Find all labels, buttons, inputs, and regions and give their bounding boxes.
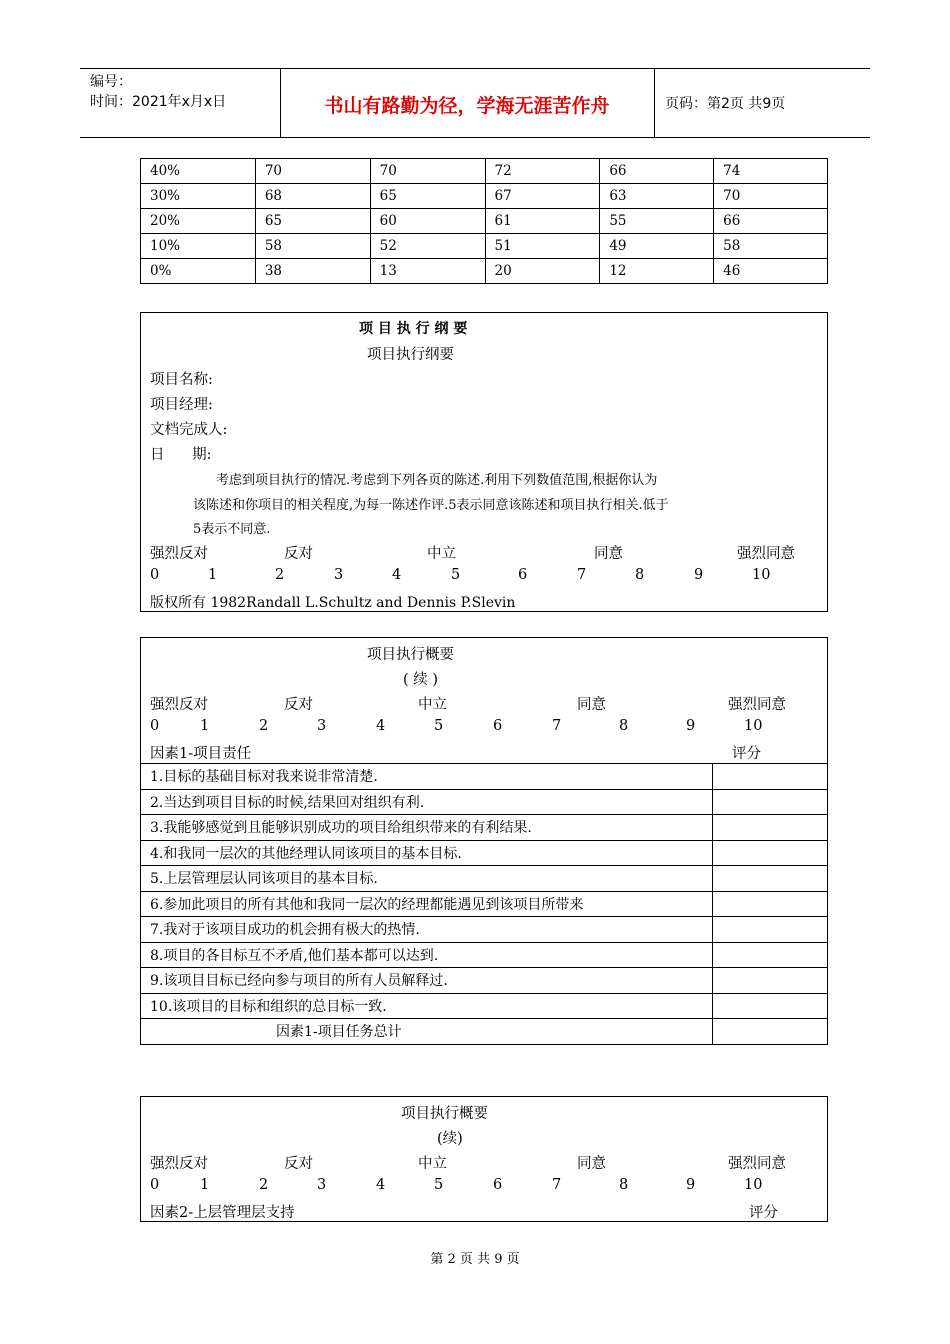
score-cell: 13: [370, 259, 485, 284]
scale-number: 6: [518, 567, 528, 583]
scale-number: 8: [619, 718, 629, 734]
summary1-items-table: [140, 763, 828, 1045]
scale-number: 10: [744, 1177, 763, 1193]
scale-number: 2: [259, 718, 269, 734]
score-cell: 72: [485, 159, 600, 184]
scale-number: 1: [208, 567, 218, 583]
table-row: [141, 234, 828, 259]
scale-word: 反对: [284, 546, 313, 562]
scale-word: 强烈反对: [150, 1156, 208, 1172]
scale-number: 1: [200, 718, 210, 734]
statement-row: [141, 942, 828, 968]
scale-number: 0: [150, 567, 160, 583]
summary2-score-label: 评分: [749, 1205, 778, 1221]
scale-word: 同意: [577, 697, 606, 713]
scale-word: 强烈同意: [737, 546, 795, 562]
scale-number: 6: [493, 1177, 503, 1193]
scale-word: 反对: [284, 697, 313, 713]
scale-number: 10: [744, 718, 763, 734]
summary1-title: 项目执行概要: [367, 647, 454, 663]
instruction-line-3: 5表示不同意.: [193, 522, 271, 537]
scale-number: 7: [577, 567, 587, 583]
summary2-cont: (续): [437, 1131, 463, 1147]
field-project-manager: 项目经理:: [150, 397, 213, 413]
statement-text: 3.我能够感觉到且能够识别成功的项目给组织带来的有利结果.: [141, 815, 713, 841]
score-cell: 51: [485, 234, 600, 259]
score-cell: 66: [600, 159, 714, 184]
instruction-line-1: 考虑到项目执行的情况.考虑到下列各页的陈述.利用下列数值范围,根据你认为: [216, 473, 658, 488]
summary1-factor: 因素1-项目责任: [150, 746, 252, 762]
scale-number: 3: [317, 1177, 327, 1193]
page-footer: 第 2 页 共 9 页: [430, 1252, 520, 1267]
score-input-cell[interactable]: [713, 917, 828, 943]
statement-row: [141, 917, 828, 943]
statement-text: 1.目标的基础目标对我来说非常清楚.: [141, 764, 713, 790]
scale-number: 10: [752, 567, 771, 583]
statement-row: [141, 815, 828, 841]
scale-number: 5: [451, 567, 461, 583]
score-cell: 49: [600, 234, 714, 259]
header-page: [654, 69, 871, 137]
scale-number: 9: [694, 567, 704, 583]
total-score-cell[interactable]: [713, 1019, 828, 1045]
score-input-cell[interactable]: [713, 789, 828, 815]
score-cell: 65: [255, 209, 370, 234]
scale-number: 9: [686, 718, 696, 734]
total-label: 因素1-项目任务总计: [141, 1019, 713, 1045]
score-cell: 60: [370, 209, 485, 234]
field-date: 日 期:: [150, 447, 212, 463]
table-row: [141, 159, 828, 184]
statement-row: [141, 866, 828, 892]
table-row: [141, 209, 828, 234]
summary1-cont: ( 续 ): [403, 672, 439, 688]
scale-number: 5: [434, 1177, 444, 1193]
scale-number: 4: [376, 718, 386, 734]
score-cell: 61: [485, 209, 600, 234]
scale-word: 强烈反对: [150, 546, 208, 562]
scale-number: 8: [635, 567, 645, 583]
copyright: 版权所有 1982Randall L.Schultz and Dennis P.Slevin: [150, 595, 516, 611]
header-page-label: 页码：第2页 共9页: [665, 96, 786, 112]
score-cell: 74: [714, 159, 828, 184]
statement-row: [141, 968, 828, 994]
statement-text: 7.我对于该项目成功的机会拥有极大的热情.: [141, 917, 713, 943]
scale-word: 同意: [594, 546, 623, 562]
statement-row: [141, 840, 828, 866]
scale-number: 4: [376, 1177, 386, 1193]
scale-number: 4: [392, 567, 402, 583]
doc-time-label: 时间：2021年x月x日: [90, 94, 227, 110]
score-input-cell[interactable]: [713, 968, 828, 994]
scale-word: 强烈同意: [728, 697, 786, 713]
score-cell: 52: [370, 234, 485, 259]
outline-box: [140, 312, 828, 612]
score-input-cell[interactable]: [713, 891, 828, 917]
score-cell: 70: [370, 159, 485, 184]
scale-number: 9: [686, 1177, 696, 1193]
score-cell: 65: [370, 184, 485, 209]
summary2-header-box: [140, 1096, 828, 1222]
score-cell: 46: [714, 259, 828, 284]
score-input-cell[interactable]: [713, 764, 828, 790]
scale-number: 2: [275, 567, 285, 583]
statement-text: 6.参加此项目的所有其他和我同一层次的经理都能遇见到该项目所带来: [141, 891, 713, 917]
total-row: [141, 1019, 828, 1045]
scale-word: 反对: [284, 1156, 313, 1172]
score-input-cell[interactable]: [713, 815, 828, 841]
scale-number: 2: [259, 1177, 269, 1193]
score-table: [140, 158, 828, 284]
scale-number: 7: [552, 1177, 562, 1193]
scale-number: 8: [619, 1177, 629, 1193]
scale-number: 5: [434, 718, 444, 734]
score-input-cell[interactable]: [713, 993, 828, 1019]
scale-number: 3: [317, 718, 327, 734]
scale-number: 6: [493, 718, 503, 734]
score-cell: 67: [485, 184, 600, 209]
statement-row: [141, 789, 828, 815]
scale-number: 0: [150, 1177, 160, 1193]
scale-number: 3: [334, 567, 344, 583]
score-input-cell[interactable]: [713, 866, 828, 892]
statement-text: 5.上层管理层认同该项目的基本目标.: [141, 866, 713, 892]
field-project-name: 项目名称:: [150, 372, 213, 388]
score-cell: 70: [714, 184, 828, 209]
score-cell: 38: [255, 259, 370, 284]
doc-number-label: 编号：: [90, 74, 132, 90]
scale-number: 0: [150, 718, 160, 734]
percent-cell: 20%: [141, 209, 256, 234]
scale-word: 强烈同意: [728, 1156, 786, 1172]
scale-number: 7: [552, 718, 562, 734]
percent-cell: 40%: [141, 159, 256, 184]
statement-row: [141, 993, 828, 1019]
table-row: [141, 184, 828, 209]
score-cell: 20: [485, 259, 600, 284]
outline-title: 项目执行纲要: [367, 347, 454, 363]
score-cell: 58: [714, 234, 828, 259]
statement-text: 4.和我同一层次的其他经理认同该项目的基本目标.: [141, 840, 713, 866]
score-cell: 70: [255, 159, 370, 184]
instruction-line-2: 该陈述和你项目的相关程度,为每一陈述作评.5表示同意该陈述和项目执行相关.低于: [193, 498, 669, 513]
percent-cell: 0%: [141, 259, 256, 284]
score-cell: 63: [600, 184, 714, 209]
statement-row: [141, 891, 828, 917]
field-doc-author: 文档完成人:: [150, 422, 228, 438]
header-meta: [80, 69, 281, 137]
outline-title-bold: 项 目 执 行 纲 要: [359, 321, 468, 337]
score-input-cell[interactable]: [713, 840, 828, 866]
scale-word: 中立: [427, 546, 456, 562]
table-row: [141, 259, 828, 284]
summary2-factor: 因素2-上层管理层支持: [150, 1205, 295, 1221]
scale-word: 中立: [418, 1156, 447, 1172]
statement-text: 10.该项目的目标和组织的总目标一致.: [141, 993, 713, 1019]
scale-number: 1: [200, 1177, 210, 1193]
statement-text: 9.该项目目标已经向参与项目的所有人员解释过.: [141, 968, 713, 994]
statement-text: 2.当达到项目目标的时候,结果回对组织有利.: [141, 789, 713, 815]
scale-word: 同意: [577, 1156, 606, 1172]
page-header: [80, 68, 870, 138]
score-cell: 55: [600, 209, 714, 234]
percent-cell: 10%: [141, 234, 256, 259]
header-motto: 书山有路勤为径，学海无涯苦作舟: [324, 95, 610, 117]
statement-row: [141, 764, 828, 790]
statement-text: 8.项目的各目标互不矛盾,他们基本都可以达到.: [141, 942, 713, 968]
summary1-header-box: [140, 637, 828, 763]
scale-word: 强烈反对: [150, 697, 208, 713]
score-cell: 68: [255, 184, 370, 209]
scale-word: 中立: [418, 697, 447, 713]
score-cell: 58: [255, 234, 370, 259]
score-cell: 12: [600, 259, 714, 284]
score-input-cell[interactable]: [713, 942, 828, 968]
score-cell: 66: [714, 209, 828, 234]
summary2-title: 项目执行概要: [401, 1106, 488, 1122]
summary1-score-label: 评分: [732, 746, 761, 762]
percent-cell: 30%: [141, 184, 256, 209]
